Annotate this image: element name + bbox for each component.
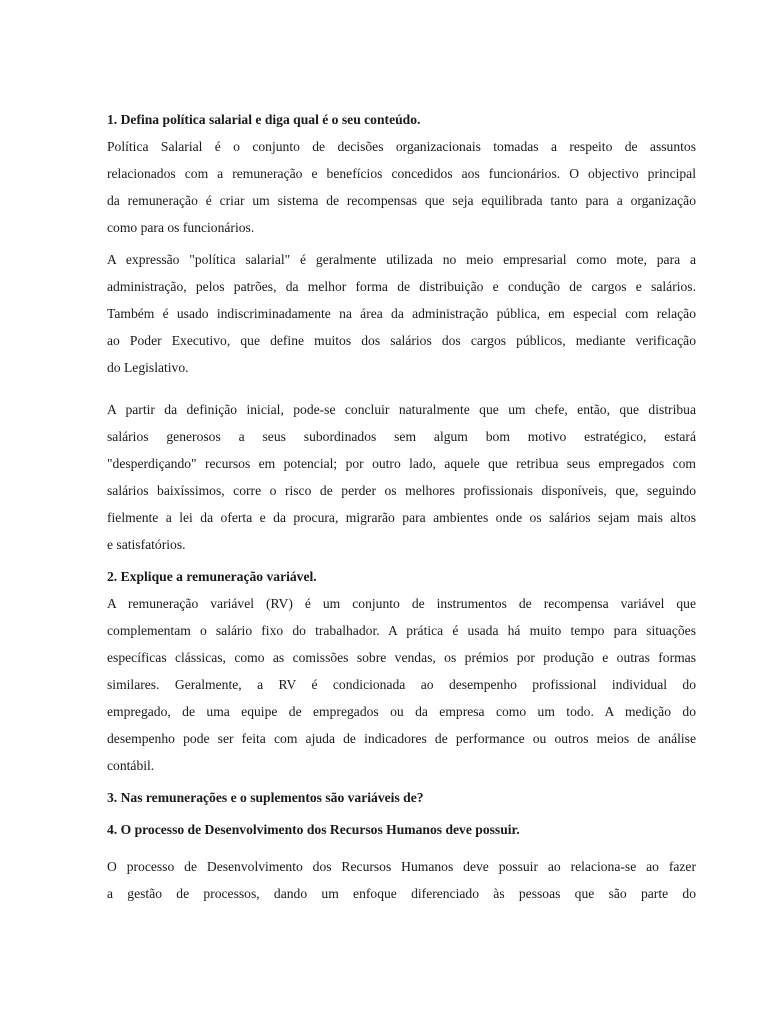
paragraph-line: empregado, de uma equipe de empregados ou da empresa como um todo. A medição do: [107, 704, 696, 719]
paragraph-line: "desperdiçando" recursos em potencial; por outro lado, aquele que retribua seus empregados com: [107, 456, 696, 471]
paragraph-line: da remuneração é criar um sistema de recompensas que seja equilibrada tanto para a organização: [107, 193, 696, 208]
paragraph-line: ao Poder Executivo, que define muitos dos salários dos cargos públicos, mediante verificação: [107, 333, 696, 348]
paragraph-line: administração, pelos patrões, da melhor forma de distribuição e condução de cargos e salários.: [107, 279, 696, 294]
question-3-heading: 3. Nas remunerações e o suplementos são variáveis de?: [107, 790, 424, 805]
question-1-paragraph-1: [107, 133, 696, 241]
paragraph-line: salários generosos a seus subordinados sem algum bom motivo estratégico, estará: [107, 429, 696, 444]
question-2-paragraph-1: [107, 590, 696, 779]
paragraph-line: e satisfatórios.: [107, 537, 186, 552]
paragraph-line: salários baixíssimos, corre o risco de perder os melhores profissionais disponíveis, que, seguindo: [107, 483, 696, 498]
paragraph-line: complementam o salário fixo do trabalhador. A prática é usada há muito tempo para situações: [107, 623, 696, 638]
question-4-paragraph-1: [107, 853, 696, 907]
question-1-heading: 1. Defina política salarial e diga qual é o seu conteúdo.: [107, 112, 421, 127]
paragraph-line: a gestão de processos, dando um enfoque diferenciado às pessoas que são parte do: [107, 886, 696, 901]
paragraph-line: como para os funcionários.: [107, 220, 255, 235]
paragraph-line: relacionados com a remuneração e benefícios concedidos aos funcionários. O objectivo principal: [107, 166, 696, 181]
paragraph-line: desempenho pode ser feita com ajuda de indicadores de performance ou outros meios de análise: [107, 731, 696, 746]
question-2-heading: 2. Explique a remuneração variável.: [107, 569, 317, 584]
paragraph-line: Política Salarial é o conjunto de decisões organizacionais tomadas a respeito de assuntos: [107, 139, 696, 154]
document-page: [107, 106, 696, 907]
paragraph-line: do Legislativo.: [107, 360, 189, 375]
paragraph-line: específicas clássicas, como as comissões sobre vendas, os prémios por produção e outras formas: [107, 650, 696, 665]
paragraph-line: A expressão "política salarial" é geralmente utilizada no meio empresarial como mote, para a: [107, 252, 696, 267]
question-4-heading: 4. O processo de Desenvolvimento dos Recursos Humanos deve possuir.: [107, 822, 520, 837]
paragraph-line: A partir da definição inicial, pode-se concluir naturalmente que um chefe, então, que distribua: [107, 402, 696, 417]
paragraph-line: contábil.: [107, 758, 155, 773]
paragraph-line: Também é usado indiscriminadamente na área da administração pública, em especial com relação: [107, 306, 696, 321]
paragraph-line: similares. Geralmente, a RV é condicionada ao desempenho profissional individual do: [107, 677, 696, 692]
question-1-paragraph-2: [107, 246, 696, 381]
paragraph-line: fielmente a lei da oferta e da procura, migrarão para ambientes onde os salários sejam mais altos: [107, 510, 696, 525]
paragraph-line: O processo de Desenvolvimento dos Recursos Humanos deve possuir ao relaciona-se ao fazer: [107, 859, 696, 874]
question-1-paragraph-3: [107, 396, 696, 558]
paragraph-line: A remuneração variável (RV) é um conjunto de instrumentos de recompensa variável que: [107, 596, 696, 611]
